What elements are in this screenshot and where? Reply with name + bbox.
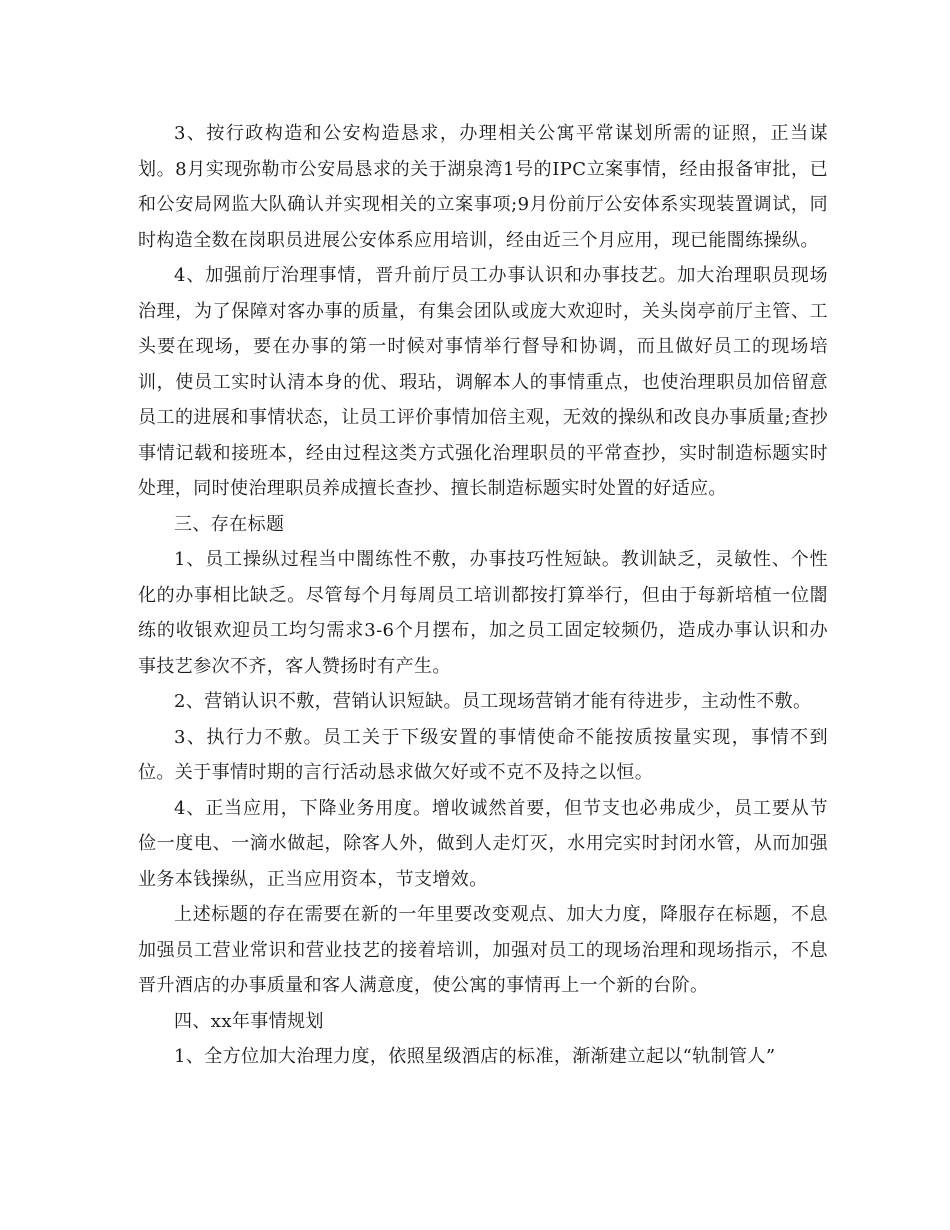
- paragraph-summary: 上述标题的存在需要在新的一年里要改变观点、加大力度，降服存在标题，不息加强员工营业常识和营业技艺的接着培训，加强对员工的现场治理和现场指示，不息晋升酒店的办事质量和客人满意度，使公寓的事情再上一个新的台阶。: [138, 904, 828, 996]
- paragraph-problem-4: 4、正当应用，下降业务用度。增收诚然首要，但节支也必弗成少，员工要从节俭一度电、一滴水做起，除客人外，做到人走灯灭，水用完实时封闭水管，从而加强业务本钱操纵，正当应用资本，节支增效。: [138, 797, 828, 890]
- document-body: [138, 116, 828, 1075]
- paragraph-problem-1: 1、员工操纵过程当中闇练性不敷，办事技巧性短缺。教训缺乏，灵敏性、个性化的办事相比缺乏。尽管每个月每周员工培训都按打算举行，但由于每新培植一位闇练的收银欢迎员工均匀需求3-6个月摆布，加之员工固定较频仍，造成办事认识和办事技艺参次不齐，客人赞扬时有产生。: [138, 549, 828, 677]
- section-heading-plan: 四、xx年事情规划: [174, 1010, 324, 1032]
- paragraph-item-4-front-desk: 4、加强前厅治理事情，晋升前厅员工办事认识和办事技艺。加大治理职员现场治理，为了保障对客办事的质量，有集会团队或庞大欢迎时，关头岗亭前厅主管、工头要在现场，要在办事的第一时候对事情举行督导和协调，而且做好员工的现场培训，使员工实时认清本身的优、瑕玷，调解本人的事情重点，也使治理职员加倍留意员工的进展和事情状态，让员工评价事情加倍主观，无效的操纵和改良办事质量;查抄事情记载和接班本，经由过程这类方式强化治理职员的平常查抄，实时制造标题实时处理，同时使治理职员养成擅长查抄、擅长制造标题实时处置的好适应。: [138, 265, 828, 499]
- paragraph-problem-2: 2、营销认识不敷，营销认识短缺。员工现场营销才能有待进步，主动性不敷。: [174, 691, 812, 712]
- paragraph-item-3-licenses: 3、按行政构造和公安构造恳求，办理相关公寓平常谋划所需的证照，正当谋划。8月实现弥勒市公安局恳求的关于湖泉湾1号的IPC立案事情，经由报备审批，已和公安局网监大队确认并实现相关的立案事项;9月份前厅公安体系实现装置调试，同时构造全数在岗职员进展公安体系应用培训，经由近三个月应用，现已能闇练操纵。: [138, 123, 828, 251]
- section-heading-problems: 三、存在标题: [174, 513, 285, 535]
- paragraph-problem-3: 3、执行力不敷。员工关于下级安置的事情使命不能按质按量实现，事情不到位。关于事情时期的言行活动恳求做欠好或不克不及持之以恒。: [138, 726, 828, 783]
- paragraph-plan-1: 1、全方位加大治理力度，依照星级酒店的标准，渐渐建立起以“轨制管人”: [174, 1046, 776, 1067]
